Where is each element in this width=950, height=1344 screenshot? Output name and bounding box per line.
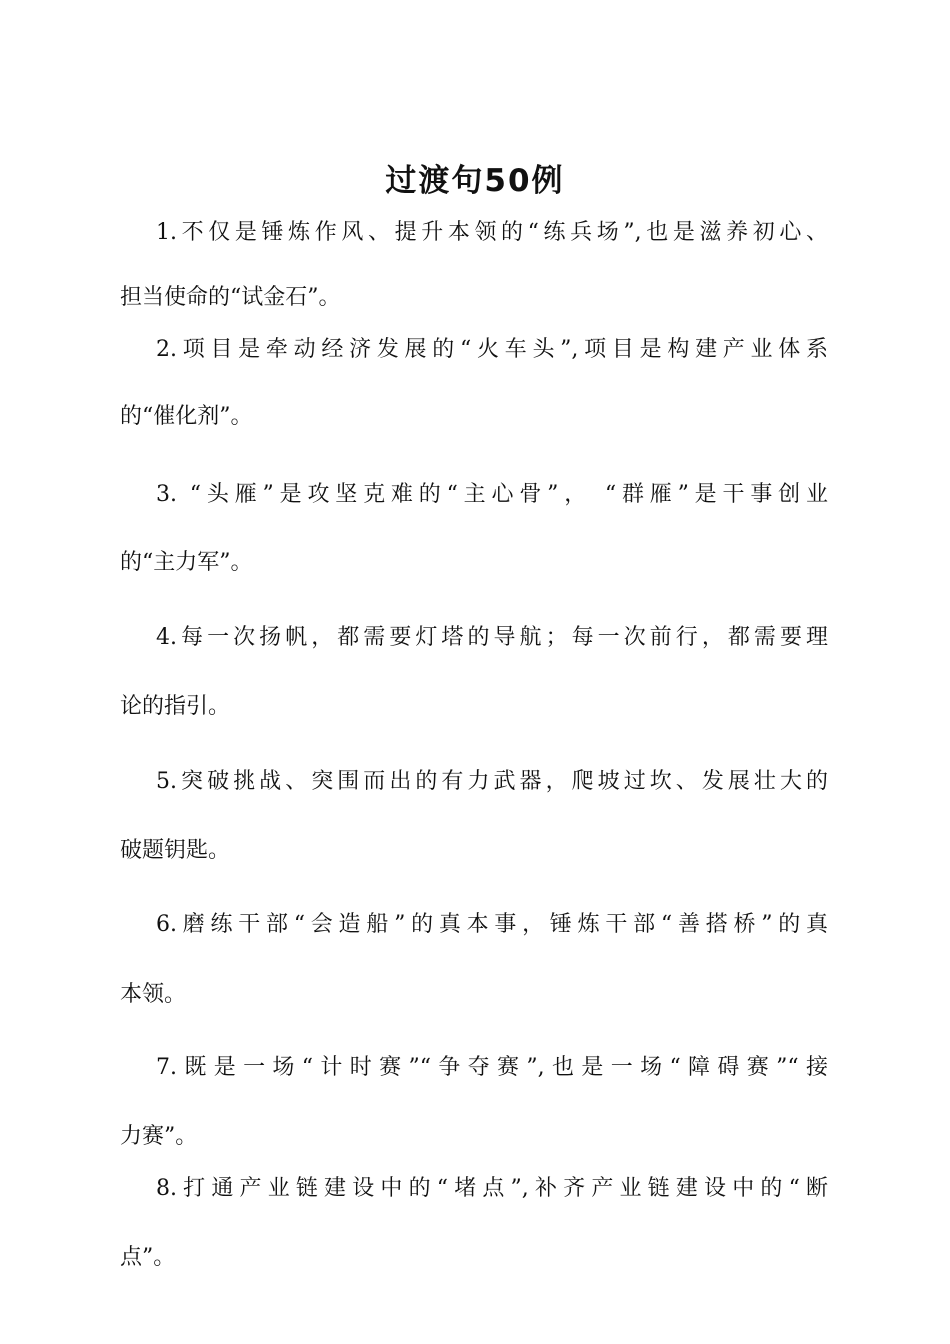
item-7-line-2: 力赛”。 [120,1124,198,1149]
item-2-line-1: 2.项目是牵动经济发展的“火车头”,项目是构建产业体系 [156,337,828,362]
item-5-line-1: 5.突破挑战、突围而出的有力武器，爬坡过坎、发展壮大的 [156,769,828,794]
item-8-line-1: 8.打通产业链建设中的“堵点”,补齐产业链建设中的“断 [156,1176,828,1201]
item-4-line-1: 4.每一次扬帆，都需要灯塔的导航；每一次前行，都需要理 [156,625,828,650]
item-6-line-1: 6.磨练干部“会造船”的真本事，锤炼干部“善搭桥”的真 [156,912,828,937]
item-7-line-1: 7.既是一场“计时赛”“争夺赛”,也是一场“障碍赛”“接 [156,1055,828,1080]
item-1-line-1: 1.不仅是锤炼作风、提升本领的“练兵场”,也是滋养初心、 [156,220,828,245]
item-3-line-2: 的“主力军”。 [120,550,253,575]
item-6-line-2: 本领。 [120,982,187,1007]
item-1-line-2: 担当使命的“试金石”。 [120,285,341,310]
item-2-line-2: 的“催化剂”。 [120,404,253,429]
item-8-line-2: 点”。 [120,1245,176,1270]
item-4-line-2: 论的指引。 [120,694,231,719]
item-3-line-1: 3. “头雁”是攻坚克难的“主心骨”， “群雁”是干事创业 [156,482,828,507]
document-title: 过渡句50例 [385,163,565,199]
item-5-line-2: 破题钥匙。 [120,838,231,863]
